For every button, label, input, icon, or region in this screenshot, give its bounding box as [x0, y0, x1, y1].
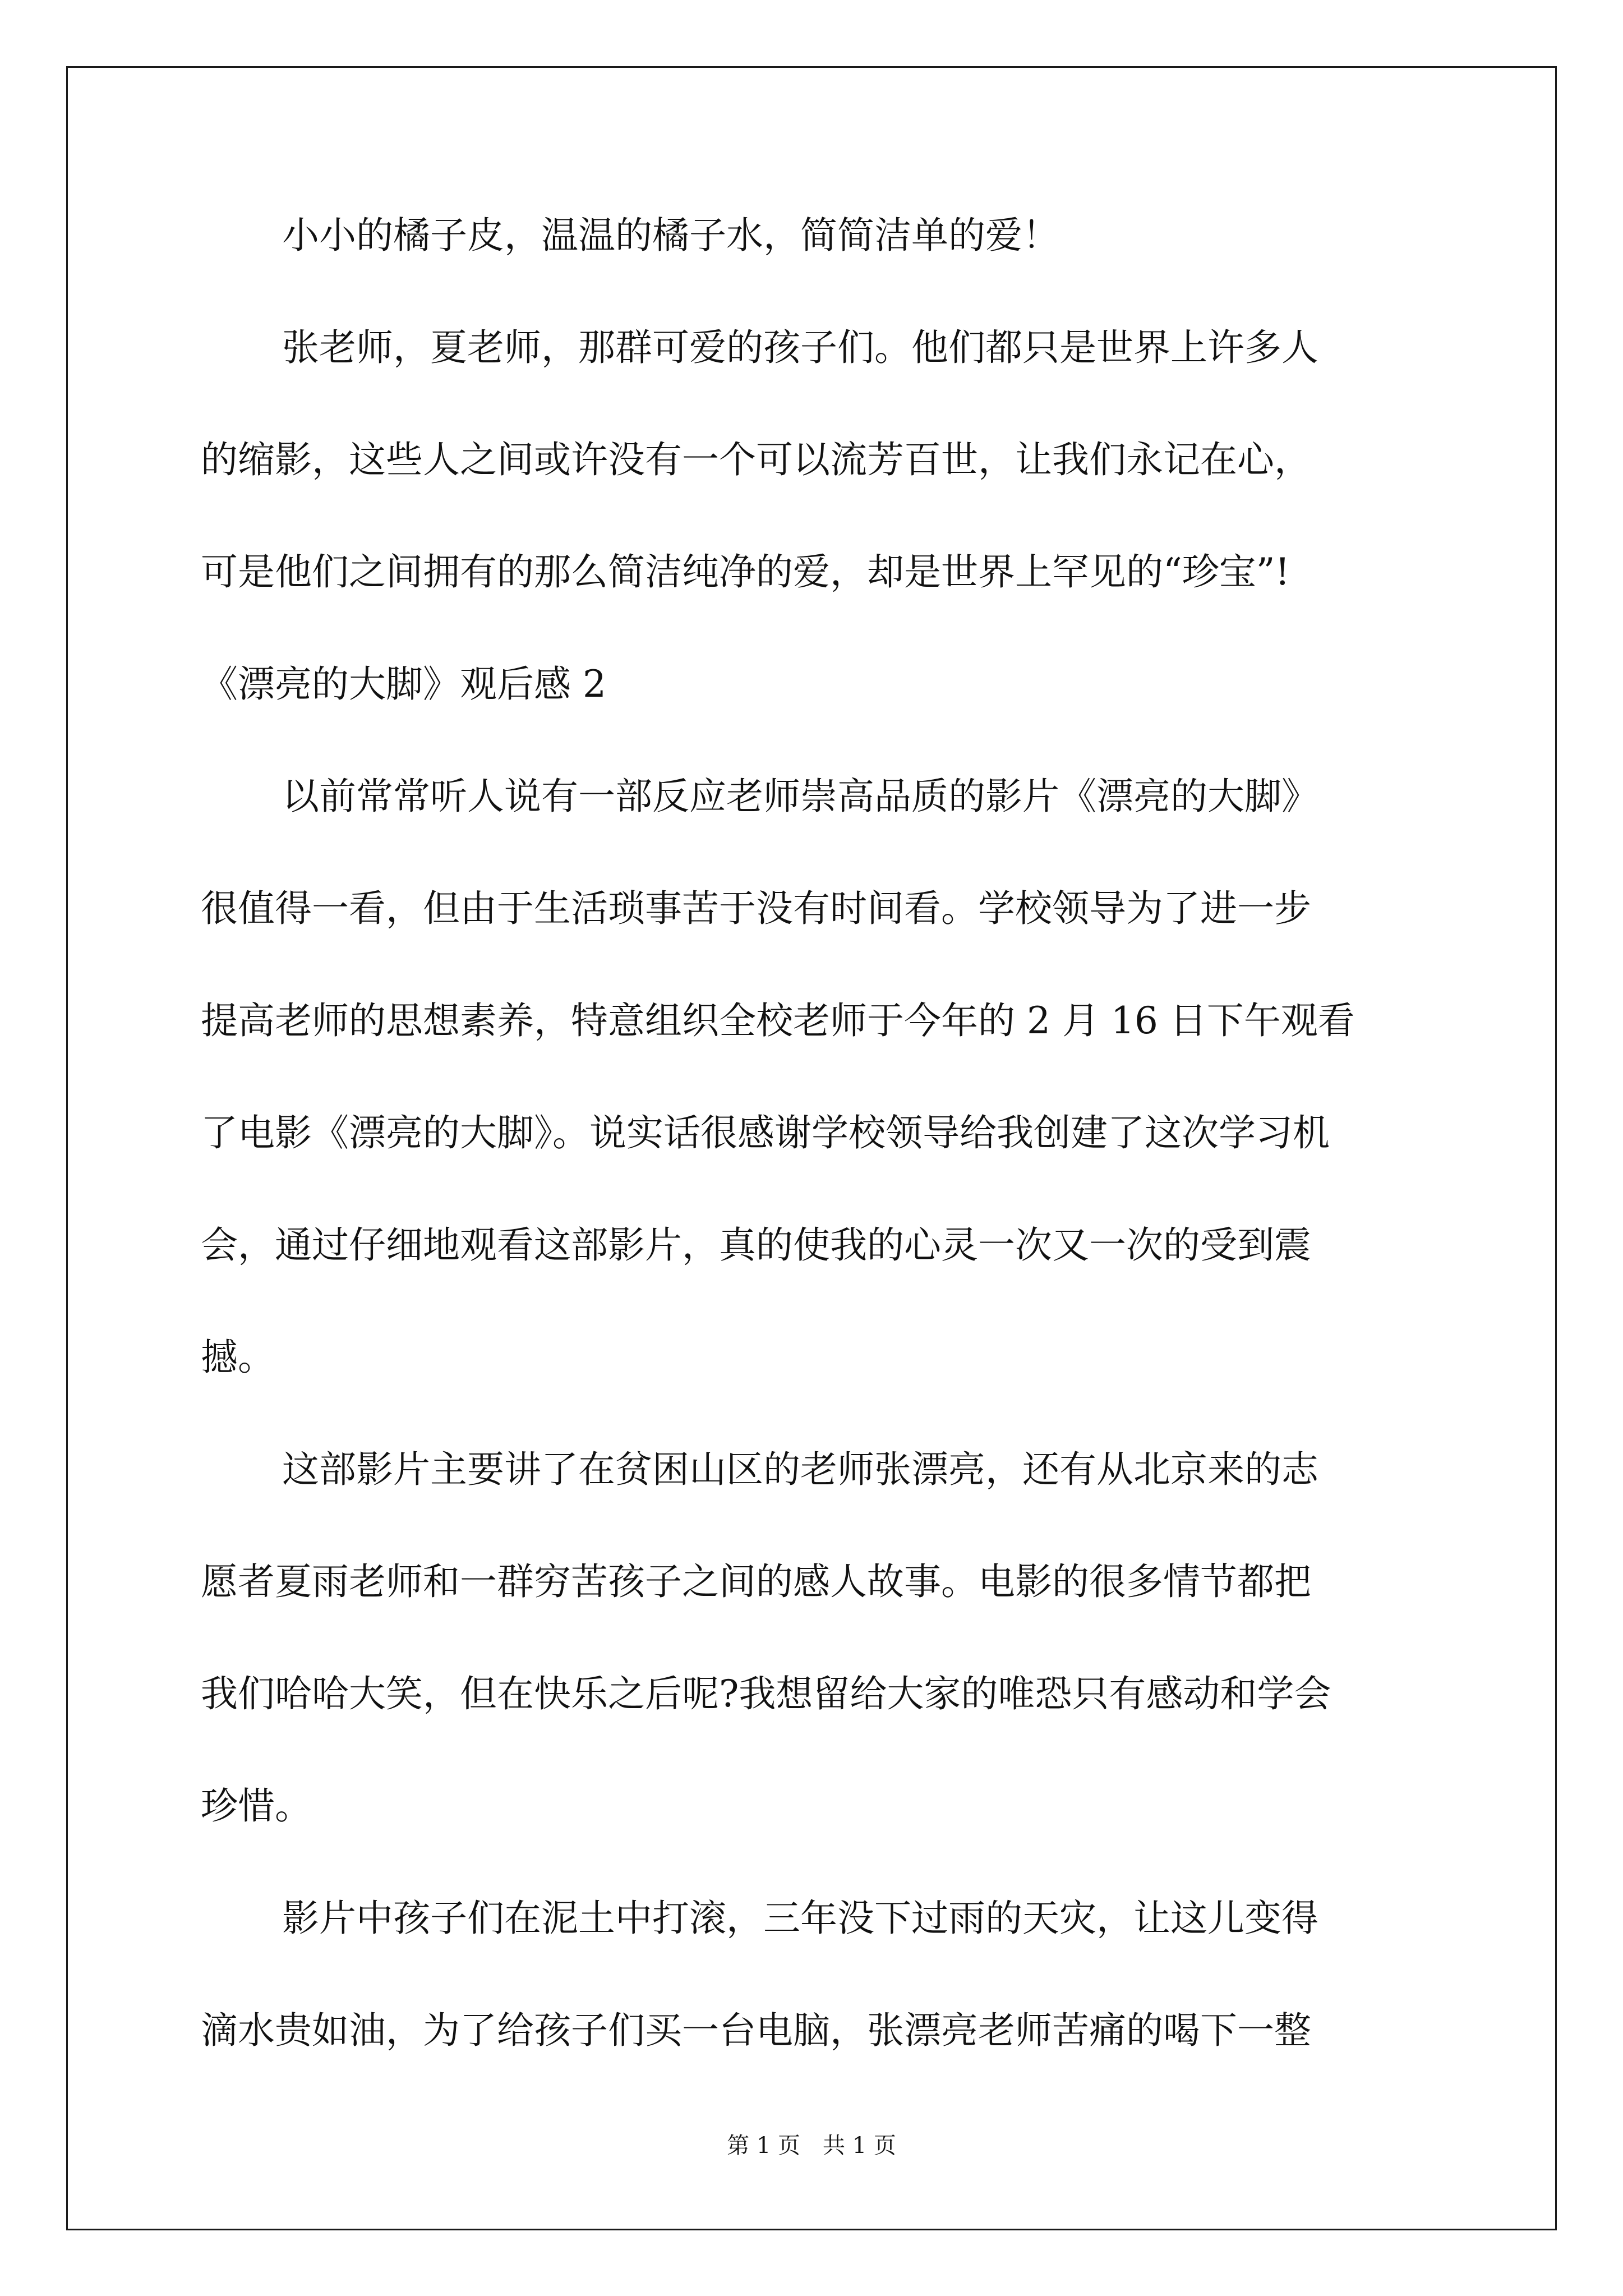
text-line: 很值得一看，但由于生活琐事苦于没有时间看。学校领导为了进一步: [201, 887, 1311, 930]
text-line: 张老师，夏老师，那群可爱的孩子们。他们都只是世界上许多人: [282, 326, 1318, 369]
text-line: 会，通过仔细地观看这部影片，真的使我的心灵一次又一次的受到震: [201, 1223, 1311, 1267]
text-line: 珍惜。: [201, 1784, 312, 1828]
text-line: 这部影片主要讲了在贫困山区的老师张漂亮，还有从北京来的志: [282, 1448, 1318, 1491]
text-line: 以前常常听人说有一部反应老师崇高品质的影片《漂亮的大脚》: [282, 775, 1318, 818]
text-line: 提高老师的思想素养，特意组织全校老师于今年的 2 月 16 日下午观看: [201, 999, 1355, 1042]
text-line: 撼。: [201, 1336, 275, 1379]
text-line: 影片中孩子们在泥土中打滚，三年没下过雨的天灾，让这儿变得: [282, 1897, 1318, 1940]
text-line: 滴水贵如油，为了给孩子们买一台电脑，张漂亮老师苦痛的喝下一整: [201, 2009, 1311, 2052]
text-line: 了电影《漂亮的大脚》。说实话很感谢学校领导给我创建了这次学习机: [201, 1111, 1330, 1154]
text-line: 可是他们之间拥有的那么简洁纯净的爱，却是世界上罕见的“珍宝”!: [201, 550, 1290, 593]
text-line: 愿者夏雨老师和一群穷苦孩子之间的感人故事。电影的很多情节都把: [201, 1560, 1311, 1603]
text-line: 的缩影，这些人之间或许没有一个可以流芳百世，让我们永记在心，: [201, 438, 1311, 481]
text-line: 我们哈哈大笑，但在快乐之后呢?我想留给大家的唯恐只有感动和学会: [201, 1672, 1331, 1715]
page-number: 第 1 页 共 1 页: [727, 2133, 896, 2159]
text-line: 小小的橘子皮，温温的橘子水，简简洁单的爱！: [282, 214, 1059, 257]
section-heading: 《漂亮的大脚》观后感 2: [201, 662, 606, 706]
